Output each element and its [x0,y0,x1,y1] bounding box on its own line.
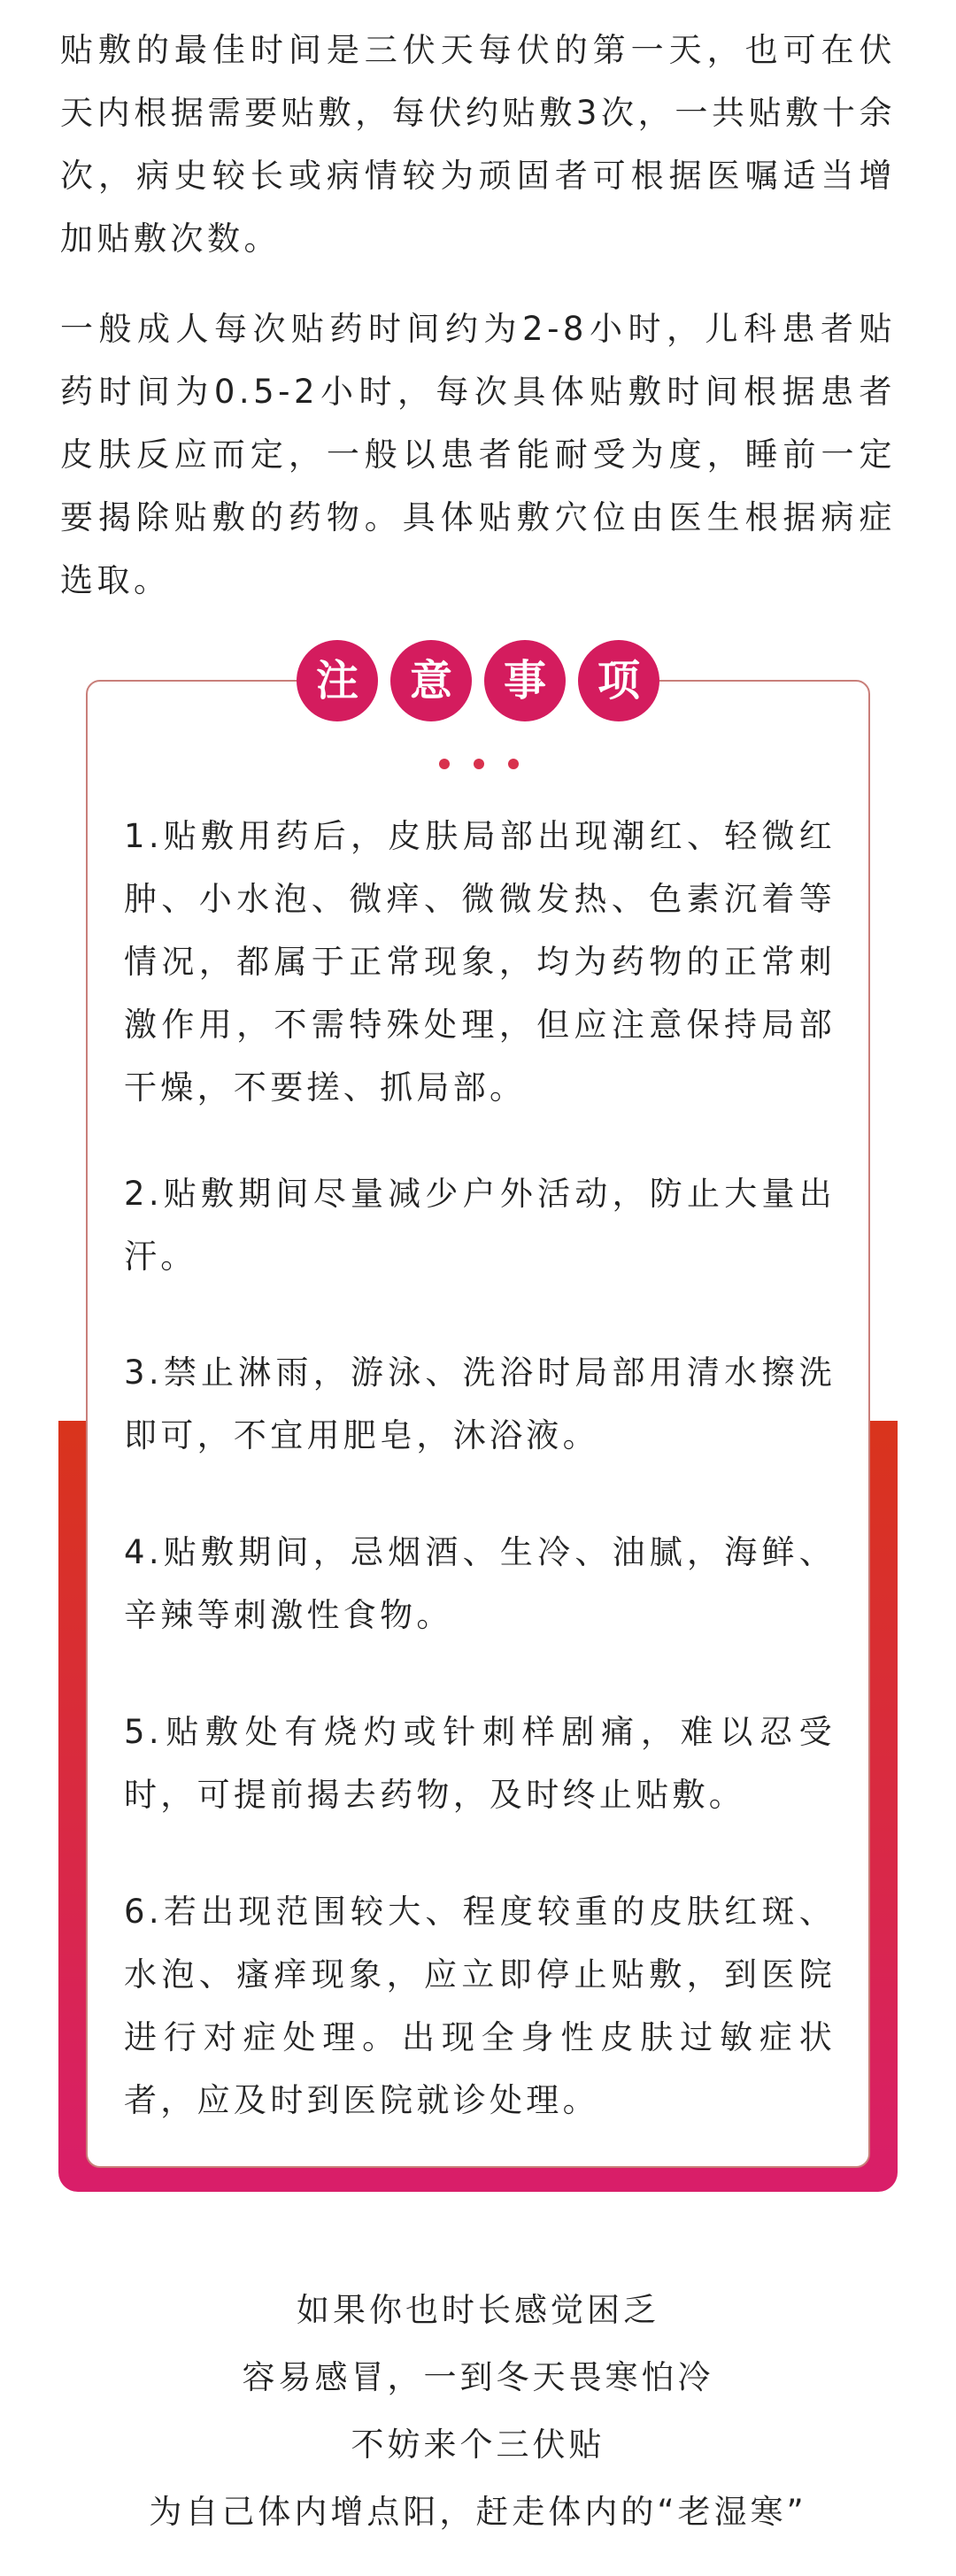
closing-line-2: 容易感冒，一到冬天畏寒怕冷 [242,2358,714,2396]
notice-title-char: 意 [390,640,472,721]
notice-title-char: 项 [578,640,659,721]
closing-line-3: 不妨来个三伏贴 [351,2426,605,2464]
intro-paragraph-2: 一般成人每次贴药时间约为2-8小时，儿科患者贴药时间为0.5-2小时，每次具体贴敷时间根据患者皮肤反应而定，一般以患者能耐受为度，睡前一定要揭除贴敷的药物。具体贴敷穴位由医生根据病症选取。 [60,310,896,599]
notice-title-char: 事 [484,640,566,721]
notice-title [297,638,659,723]
notice-item-5: 5.贴敷处有烧灼或针刺样剧痛，难以忍受时，可提前揭去药物，及时终止贴敷。 [124,1713,836,1814]
notice-item-6: 6.若出现范围较大、程度较重的皮肤红斑、水泡、瘙痒现象，应立即停止贴敷，到医院进行对症处理。出现全身性皮肤过敏症状者，应及时到医院就诊处理。 [124,1893,836,2119]
dot-icon [474,759,484,769]
intro-paragraph-1: 贴敷的最佳时间是三伏天每伏的第一天，也可在伏天内根据需要贴敷，每伏约贴敷3次，一共贴敷十余次，病史较长或病情较为顽固者可根据医嘱适当增加贴敷次数。 [60,31,896,258]
notice-item-2: 2.贴敷期间尽量减少户外活动，防止大量出汗。 [124,1175,836,1276]
closing-line-1: 如果你也时长感觉困乏 [297,2291,659,2329]
notice-item-1: 1.贴敷用药后，皮肤局部出现潮红、轻微红肿、小水泡、微痒、微微发热、色素沉着等情况，都属于正常现象，均为药物的正常刺激作用，不需特殊处理，但应注意保持局部干燥，不要搓、抓局部。 [124,817,836,1107]
dot-icon [439,759,450,769]
notice-title-char: 注 [297,640,378,721]
dot-icon [508,759,519,769]
decorative-dots [439,759,519,769]
notice-item-4: 4.贴敷期间，忌烟酒、生冷、油腻，海鲜、辛辣等刺激性食物。 [124,1533,836,1634]
notice-item-3: 3.禁止淋雨，游泳、洗浴时局部用清水擦洗即可，不宜用肥皂，沐浴液。 [124,1354,836,1454]
closing-line-4: 为自己体内增点阳，赶走体内的“老湿寒” [149,2493,807,2531]
